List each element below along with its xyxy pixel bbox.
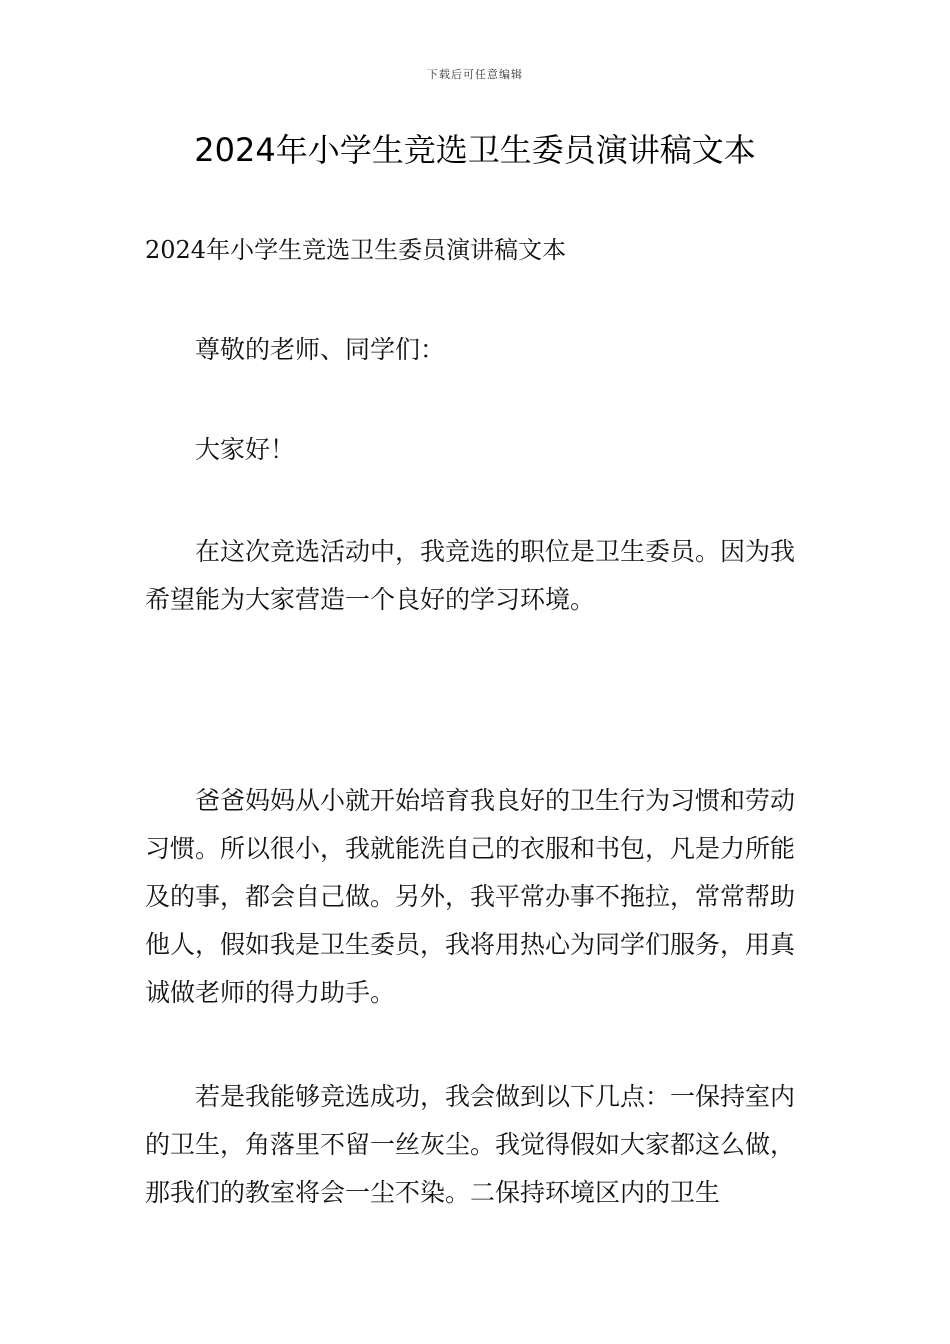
document-title: 2024年小学生竞选卫生委员演讲稿文本 <box>194 131 756 169</box>
header-note: 下载后可任意编辑 <box>427 68 523 81</box>
hello: 大家好！ <box>195 435 296 464</box>
greeting: 尊敬的老师、同学们： <box>195 335 446 364</box>
document-subtitle: 2024年小学生竞选卫生委员演讲稿文本 <box>145 236 567 264</box>
paragraph-3: 若是我能够竞选成功，我会做到以下几点：一保持室内的卫生，角落里不留一丝灰尘。我觉得假如大家都这么做，那我们的教室将会一尘不染。二保持环境区内的卫生 <box>145 1082 796 1207</box>
paragraph-2: 爸爸妈妈从小就开始培育我良好的卫生行为习惯和劳动习惯。所以很小，我就能洗自己的衣服和书包，凡是力所能及的事，都会自己做。另外，我平常办事不拖拉，常常帮助他人，假如我是卫生委员，我将用热心为同学们服务，用真诚做老师的得力助手。 <box>145 786 796 1007</box>
paragraph-1: 在这次竞选活动中，我竞选的职位是卫生委员。因为我希望能为大家营造一个良好的学习环境。 <box>145 537 796 614</box>
